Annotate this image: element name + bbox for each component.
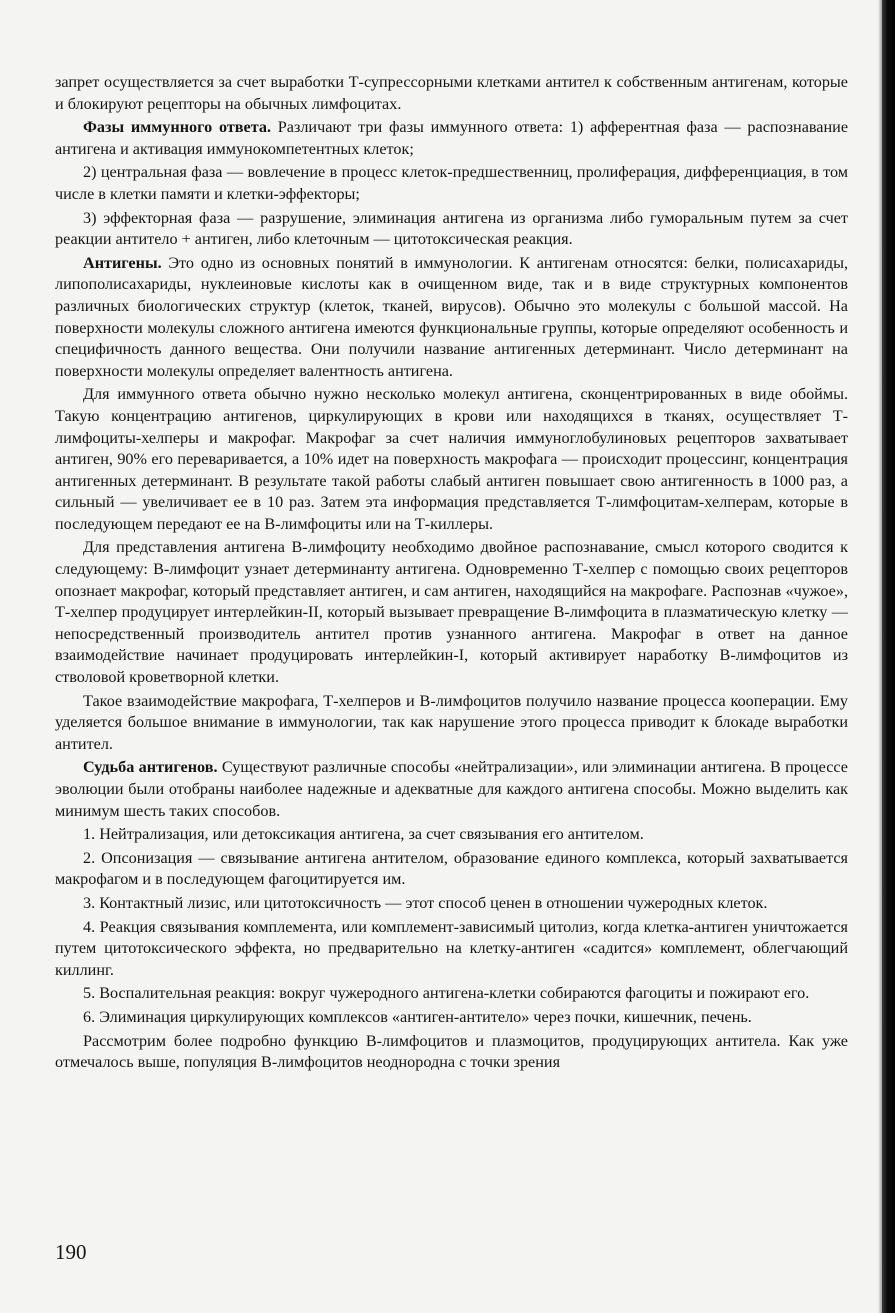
paragraph-text: 3) эффекторная фаза — разрушение, элиминация антигена из организма либо гуморальным путем за счет реакции антитело + антиген, либо клеточным — цитотоксическая реакция.	[55, 208, 848, 249]
body-paragraph	[55, 917, 848, 982]
paragraph-text: Рассмотрим более подробно функцию В-лимфоцитов и плазмоцитов, продуцирующих антитела. Как уже отмечалось выше, популяция В-лимфоцитов неоднородна с точки зрения	[55, 1031, 848, 1072]
page-body	[55, 72, 848, 1074]
paragraph-text: Различают три фазы иммунного ответа: 1) афферентная фаза — распознавание антигена и активация иммунокомпетентных клеток;	[55, 118, 849, 158]
body-paragraph	[55, 537, 848, 688]
paragraph-text: Это одно из основных понятий в иммунологии. К антигенам относятся: белки, полисахариды, липополисахариды, нуклеиновые кислоты как в очищенном виде, так и в виде структурных компонентов различных биологических структур (клеток, тканей, вирусов). Обычно это молекулы с большой массой. На поверхности молекулы сложного антигена имеются функциональные группы, которые определяют особенность и специфичность данного вещества. Они получили название антигенных детерминант. Число детерминант на поверхности молекулы определяет валентность антигена.	[55, 253, 848, 380]
paragraph-text: 1. Нейтрализация, или детоксикация антигена, за счет связывания его антителом.	[83, 825, 644, 844]
book-spine-edge	[882, 0, 895, 1313]
body-paragraph	[55, 848, 848, 891]
paragraph-text: Такое взаимодействие макрофага, Т-хелперов и В-лимфоцитов получило название процесса кооперации. Ему уделяется большое внимание в иммунологии, так как нарушение этого процесса приводит к блокаде выработки антител.	[55, 691, 848, 753]
paragraph-text: 2. Опсонизация — связывание антигена антителом, образование единого комплекса, который захватывается макрофагом и в последующем фагоцитируется им.	[55, 848, 848, 889]
section-paragraph	[55, 757, 848, 822]
paragraph-text: Существуют различные способы «нейтрализации», или элиминации антигена. В процессе эволюции были отобраны наиболее надежные и адекватные для каждого антигена способы. Можно выделить как минимум шесть таких способов.	[55, 758, 848, 820]
paragraph-text: 4. Реакция связывания комплемента, или комплемент-зависимый цитолиз, когда клетка-антиген уничтожается путем цитотоксического эффекта, но предварительно на клетку-антиген «садится» комплемент, облегчающий киллинг.	[55, 917, 848, 979]
paragraph-text: запрет осуществляется за счет выработки Т-супрессорными клетками антител к собственным антигенам, которые и блокируют рецепторы на обычных лимфоцитах.	[55, 73, 848, 113]
page-number: 190	[55, 1240, 87, 1264]
paragraph-heading: Антигены.	[83, 253, 162, 272]
body-paragraph	[55, 983, 848, 1005]
body-paragraph	[55, 1007, 848, 1029]
body-paragraph	[55, 72, 848, 115]
paragraph-text: 5. Воспалительная реакция: вокруг чужеродного антигена-клетки собираются фагоциты и пожирают его.	[83, 984, 810, 1003]
body-paragraph	[55, 691, 848, 756]
paragraph-text: Для представления антигена В-лимфоциту необходимо двойное распознавание, смысл которого сводится к следующему: В-лимфоцит узнает детерминанту антигена. Одновременно Т-хелпер с помощью своих рецепторов опознает макрофаг, который представляет антиген, и сам антиген, находящийся на макрофаге. Распознав «чужое», Т-хелпер продуцирует интерлейкин-II, который вызывает превращение В-лимфоцита в плазматическую клетку — непосредственный производитель антител против узнанного антигена. Макрофаг в ответ на данное взаимодействие начинает продуцировать интерлейкин-I, который активирует наработку В-лимфоцитов из стволовой кроветворной клетки.	[55, 538, 848, 687]
paragraph-text: 3. Контактный лизис, или цитотоксичность — этот способ ценен в отношении чужеродных клеток.	[83, 893, 768, 912]
paragraph-heading: Судьба антигенов.	[83, 758, 218, 777]
section-paragraph	[55, 253, 848, 383]
body-paragraph	[55, 208, 848, 251]
body-paragraph	[55, 384, 848, 535]
body-paragraph	[55, 893, 848, 915]
paragraph-text: 6. Элиминация циркулирующих комплексов «антиген-антитело» через почки, кишечник, печень.	[83, 1007, 752, 1026]
body-paragraph	[55, 1031, 848, 1074]
section-paragraph	[55, 117, 848, 160]
body-paragraph	[55, 162, 848, 205]
paragraph-heading: Фазы иммунного ответа.	[83, 118, 271, 137]
paragraph-text: 2) центральная фаза — вовлечение в процесс клеток-предшественниц, пролиферация, дифференциация, в том числе в клетки памяти и клетки-эффекторы;	[55, 163, 848, 203]
paragraph-text: Для иммунного ответа обычно нужно несколько молекул антигена, сконцентрированных в виде обоймы. Такую концентрацию антигенов, циркулирующих в крови или находящихся в тканях, осуществляет Т-лимфоциты-хелперы и макрофаг. Макрофаг за счет наличия иммуноглобулиновых рецепторов захватывает антиген, 90% его переваривается, а 10% идет на поверхность макрофага — происходит процессинг, концентрация антигенных детерминант. В результате такой работы слабый антиген повышает свою антигенность в 1000 раз, а сильный — увеличивает ее в 10 раз. Затем эта информация представляется Т-лимфоцитам-хелперам, которые в последующем передают ее на В-лимфоциты или на Т-киллеры.	[55, 385, 848, 533]
body-paragraph	[55, 824, 848, 846]
